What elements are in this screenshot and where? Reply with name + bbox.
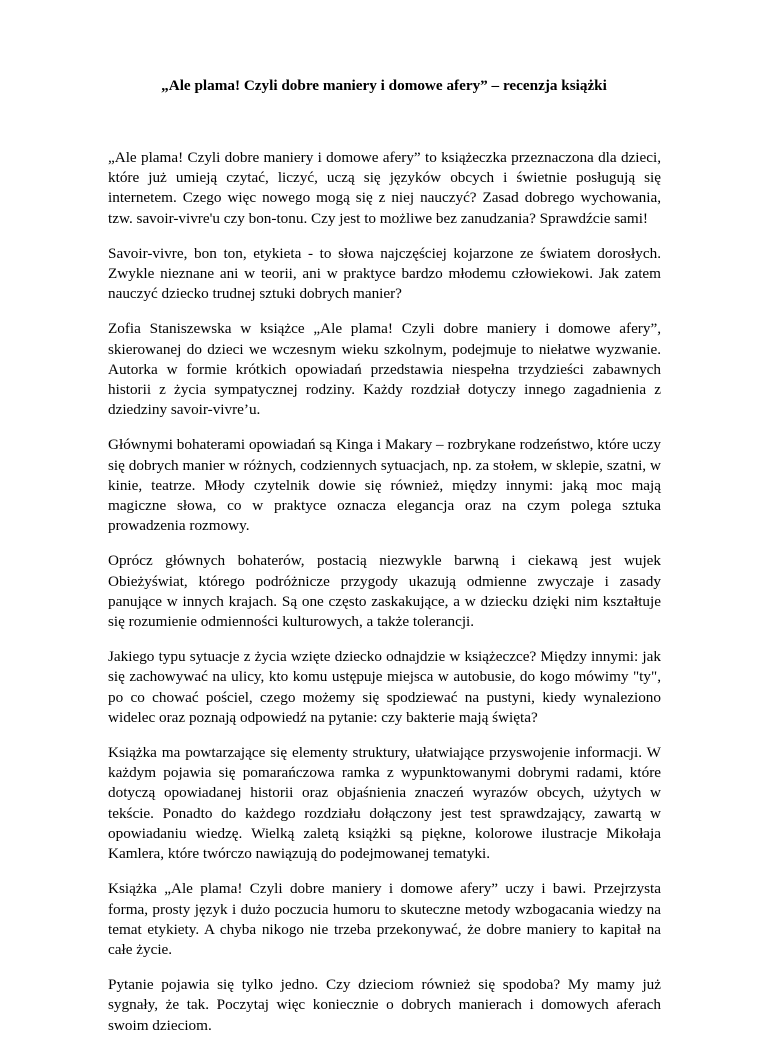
paragraph-uncle: Oprócz głównych bohaterów, postacią niezwykle barwną i ciekawą jest wujek Obieżyświat, którego podróżnicze przygody ukazują odmienne zwyczaje i zasady panujące w innych krajach. Są one często zaskakujące, a w dziecku dzięki nim kształtuje się rozumienie odmienności kulturowych, a także tolerancji. — [108, 552, 661, 631]
paragraph-main-heroes: Głównymi bohaterami opowiadań są Kinga i Makary – rozbrykane rodzeństwo, które uczy się dobrych manier w różnych, codziennych sytuacjach, np. za stołem, w sklepie, szatni, w kinie, teatrze. Młody czytelnik dowie się również, między innymi: jaką moc mają magiczne słowa, co w praktyce oznacza elegancja oraz na czym polega sztuka prowadzenia rozmowy. — [108, 436, 661, 535]
paragraph-structure: Książka ma powtarzające się elementy struktury, ułatwiające przyswojenie informacji. W każdym pojawia się pomarańczowa ramka z wypunktowanymi dobrymi radami, które dotyczą opowiadanej historii oraz objaśnienia znaczeń wyrazów obcych, użytych w tekście. Ponadto do każdego rozdziału dołączony jest test sprawdzający, zawartą w opowiadaniu wiedzę. Wielką zaletą książki są piękne, kolorowe ilustracje Mikołaja Kamlera, które twórczo nawiązują do podejmowanej tematyki. — [108, 744, 661, 863]
document-body — [108, 148, 661, 1051]
paragraph-summary: Książka „Ale plama! Czyli dobre maniery i domowe afery” uczy i bawi. Przejrzysta forma, prosty język i dużo poczucia humoru to skuteczne metody wzbogacania wiedzy na temat etykiety. A chyba nikogo nie trzeba przekonywać, że dobre maniery to kapitał na całe życie. — [108, 880, 661, 958]
paragraph-situations: Jakiego typu sytuacje z życia wzięte dziecko odnajdzie w książeczce? Między innymi: jak się zachowywać na ulicy, kto komu ustępuje miejsca w autobusie, do kogo mówimy "ty", po co chować pościel, czego możemy się spodziewać na pustyni, kiedy wynaleziono widelec oraz poznają odpowiedź na pytanie: czy bakterie mają święta? — [108, 648, 661, 726]
paragraph-closing: Pytanie pojawia się tylko jedno. Czy dzieciom również się spodoba? My mamy już sygnały, że tak. Poczytaj więc koniecznie o dobrych manierach i domowych aferach swoim dzieciom. — [108, 976, 661, 1034]
paragraph-savoir-vivre: Savoir-vivre, bon ton, etykieta - to słowa najczęściej kojarzone ze światem dorosłych. Zwykle nieznane ani w teorii, ani w praktyce bardzo młodemu człowiekowi. Jak zatem nauczyć dziecko trudnej sztuki dobrych manier? — [108, 244, 661, 303]
paragraph-author: Zofia Staniszewska w książce „Ale plama! Czyli dobre maniery i domowe afery”, skierowanej do dzieci we wczesnym wieku szkolnym, podejmuje to niełatwe wyzwanie. Autorka w formie krótkich opowiadań przedstawia niespełna trzydzieści zabawnych historii z życia sympatycznej rodziny. Każdy rozdział dotyczy innego zagadnienia z dziedziny savoir-vivre’u. — [108, 320, 661, 419]
document-title: „Ale plama! Czyli dobre maniery i domowe afery” – recenzja książki — [161, 77, 607, 94]
paragraph-intro: „Ale plama! Czyli dobre maniery i domowe afery” to książeczka przeznaczona dla dzieci, które już umieją czytać, liczyć, uczą się języków obcych i świetnie posługują się internetem. Czego więc nowego mogą się z niej nauczyć? Zasad dobrego wychowania, tzw. savoir-vivre'u czy bon-tonu. Czy jest to możliwe bez zanudzania? Sprawdźcie sami! — [108, 149, 661, 227]
